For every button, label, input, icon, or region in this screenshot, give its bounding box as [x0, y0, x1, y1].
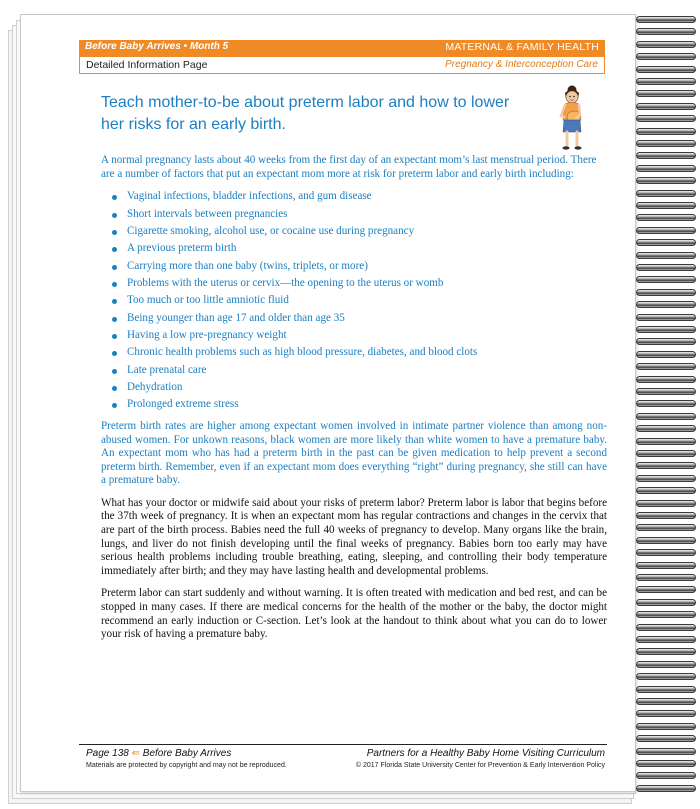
header-category: MATERNAL & FAMILY HEALTH: [445, 41, 599, 53]
spiral-coil: [636, 289, 696, 296]
intro-paragraph: A normal pregnancy lasts about 40 weeks from the first day of an expectant mom’s last menstrual period. There are a number of factors that put an expectant mom more at risk for preterm labor and early birth including:: [101, 154, 597, 180]
spiral-coil: [636, 648, 696, 655]
spiral-coil: [636, 785, 696, 792]
footer-divider: [79, 744, 607, 745]
spiral-coil: [636, 214, 696, 221]
spiral-coil: [636, 537, 696, 544]
spiral-coil: [636, 90, 696, 97]
spiral-coil: [636, 239, 696, 246]
list-item: Too much or too little amniotic fluid: [127, 294, 607, 308]
list-item: Carrying more than one baby (twins, triplets, or more): [127, 260, 607, 274]
spiral-coil: [636, 549, 696, 556]
spiral-coil: [636, 376, 696, 383]
list-item: A previous preterm birth: [127, 242, 607, 256]
spiral-coil: [636, 425, 696, 432]
preterm-labor-treatment-paragraph: Preterm labor can start suddenly and without warning. It is often treated with medication and bed rest, and can be stopped in many cases. If there are medical concerns for the health of the mother or the baby, the doctor might recommend an early induction or C-section. Let’s look at the handout to think about what you can do to lower your risk of having a premature baby.: [101, 587, 607, 641]
spiral-coil: [636, 103, 696, 110]
spiral-coil: [636, 438, 696, 445]
footer-page-info: [86, 748, 231, 759]
spiral-coil: [636, 624, 696, 631]
spiral-coil: [636, 227, 696, 234]
spiral-coil: [636, 636, 696, 643]
spiral-binding: [636, 16, 700, 796]
footer-page-label: Page 138: [86, 748, 129, 759]
spiral-coil: [636, 512, 696, 519]
mother-illustration-icon: [550, 82, 594, 152]
spiral-coil: [636, 165, 696, 172]
spiral-coil: [636, 190, 696, 197]
preterm-labor-question-paragraph: What has your doctor or midwife said about your risks of preterm labor? Preterm labor is labor that begins before the 37th week of pregnancy. It is when an expectant mom has regular contractions and changes in the cervix that are part of the birth process. Babies need the full 40 weeks of pregnancy to develop. Many organs like the brain, lungs, and liver do not finish developing until the final weeks of pregnancy. Babies born too early may have serious health problems including trouble breathing, eating, sleeping, and controlling their body temperature immediately after birth; and they may have lasting health and developmental problems.: [101, 496, 607, 577]
spiral-coil: [636, 351, 696, 358]
spiral-coil: [636, 574, 696, 581]
spiral-coil: [636, 748, 696, 755]
spiral-coil: [636, 686, 696, 693]
spiral-coil: [636, 152, 696, 159]
spiral-coil: [636, 140, 696, 147]
spiral-coil: [636, 462, 696, 469]
spiral-coil: [636, 301, 696, 308]
risk-factor-list: [101, 190, 607, 412]
spiral-coil: [636, 363, 696, 370]
spiral-coil: [636, 599, 696, 606]
header-topic: Pregnancy & Interconception Care: [445, 59, 598, 70]
spiral-coil: [636, 710, 696, 717]
header-page-type: Detailed Information Page: [86, 59, 208, 71]
list-item: Having a low pre-pregnancy weight: [127, 329, 607, 343]
spiral-coil: [636, 276, 696, 283]
list-item: Cigarette smoking, alcohol use, or cocaine use during pregnancy: [127, 225, 607, 239]
footer-section: Before Baby Arrives: [142, 748, 232, 759]
spiral-coil: [636, 772, 696, 779]
list-item: Vaginal infections, bladder infections, and gum disease: [127, 190, 607, 204]
spiral-coil: [636, 611, 696, 618]
spiral-coil: [636, 41, 696, 48]
spiral-coil: [636, 524, 696, 531]
spiral-coil: [636, 252, 696, 259]
list-item: Being younger than age 17 and older than age 35: [127, 312, 607, 326]
list-item: Late prenatal care: [127, 364, 607, 378]
footer-curriculum: Partners for a Healthy Baby Home Visiting Curriculum: [366, 748, 605, 759]
spiral-coil: [636, 128, 696, 135]
spiral-coil: [636, 388, 696, 395]
spiral-coil: [636, 413, 696, 420]
spiral-coil: [636, 735, 696, 742]
list-item: Short intervals between pregnancies: [127, 208, 607, 222]
list-item: Chronic health problems such as high blood pressure, diabetes, and blood clots: [127, 346, 607, 360]
spiral-coil: [636, 16, 696, 23]
preterm-rates-paragraph: Preterm birth rates are higher among expectant women involved in intimate partner violence than among non-abused women. For unkown reasons, black women are more likely than white women to have a premature baby. An expectant mom who has had a preterm birth in the past can be given medication to help prevent a second preterm birth. Remember, even if an expectant mom does everything “right” during pregnancy, she still can have a premature baby.: [101, 419, 607, 487]
arrow-icon: ⇚: [131, 748, 140, 759]
footer-copyright-notice: Materials are protected by copyright and may not be reproduced.: [86, 762, 287, 769]
page-title: Teach mother-to-be about preterm labor and how to lower her risks for an early birth.: [101, 94, 510, 133]
header-bar: [79, 40, 605, 57]
spiral-coil: [636, 338, 696, 345]
spiral-coil: [636, 450, 696, 457]
header-subbar: [79, 57, 605, 74]
spiral-coil: [636, 487, 696, 494]
spiral-coil: [636, 177, 696, 184]
spiral-coil: [636, 115, 696, 122]
spiral-coil: [636, 760, 696, 767]
spiral-coil: [636, 28, 696, 35]
spiral-coil: [636, 500, 696, 507]
list-item: Prolonged extreme stress: [127, 398, 607, 412]
spiral-coil: [636, 586, 696, 593]
body-content: [101, 154, 607, 651]
list-item: Dehydration: [127, 381, 607, 395]
spiral-coil: [636, 66, 696, 73]
list-item: Problems with the uterus or cervix—the opening to the uterus or womb: [127, 277, 607, 291]
header-section: Before Baby Arrives • Month 5: [85, 41, 229, 52]
spiral-coil: [636, 202, 696, 209]
spiral-coil: [636, 53, 696, 60]
spiral-coil: [636, 661, 696, 668]
spiral-coil: [636, 673, 696, 680]
spiral-coil: [636, 562, 696, 569]
spiral-coil: [636, 78, 696, 85]
spiral-coil: [636, 400, 696, 407]
spiral-coil: [636, 326, 696, 333]
spiral-coil: [636, 698, 696, 705]
spiral-coil: [636, 723, 696, 730]
spiral-coil: [636, 264, 696, 271]
spiral-coil: [636, 475, 696, 482]
spiral-coil: [636, 314, 696, 321]
footer-publisher: © 2017 Florida State University Center for Prevention & Early Intervention Policy: [355, 762, 605, 769]
